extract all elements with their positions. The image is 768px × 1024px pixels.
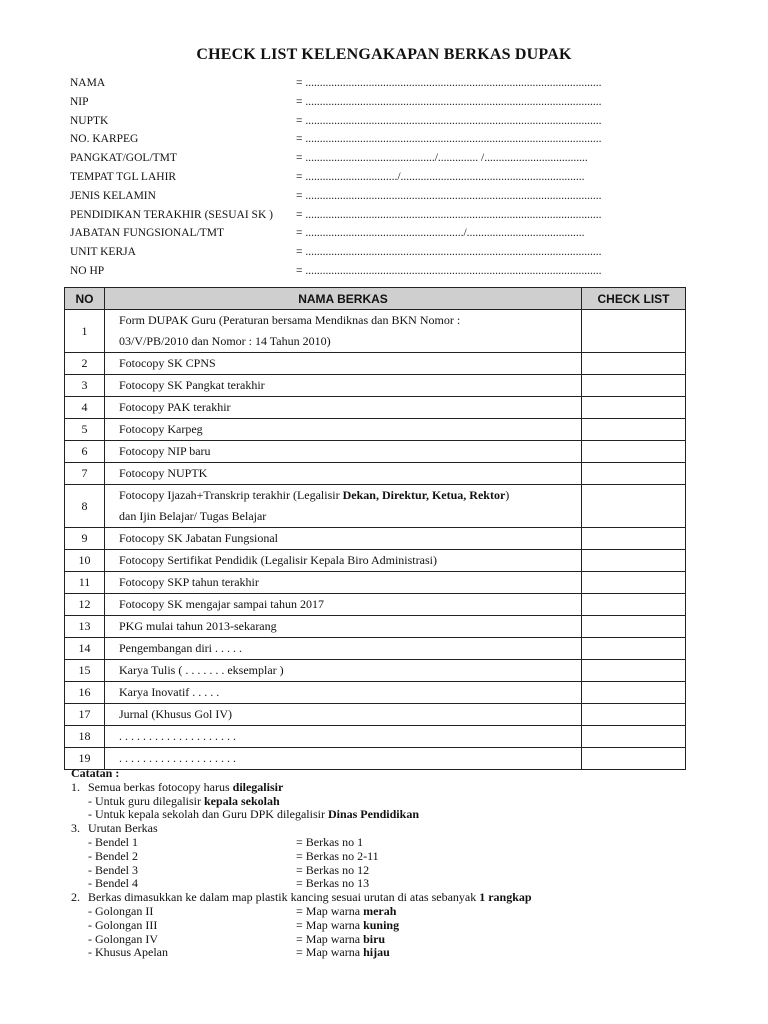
note-number: 1.: [71, 779, 80, 794]
field-value[interactable]: = .......................................................................................................: [296, 208, 602, 221]
notes-section: [71, 766, 532, 960]
table-row: [65, 726, 686, 748]
check-cell[interactable]: [582, 638, 686, 660]
page-title: CHECK LIST KELENGAKAPAN BERKAS DUPAK: [196, 46, 572, 63]
check-cell[interactable]: [582, 748, 686, 770]
check-cell[interactable]: [582, 310, 686, 353]
row-name: [105, 310, 582, 353]
golongan-label: - Golongan II: [88, 903, 154, 918]
row-name: Fotocopy NIP baru: [105, 441, 582, 463]
golongan-text: = Map warna: [296, 917, 364, 932]
field-karpeg[interactable]: [70, 133, 630, 152]
row-number: 15: [65, 660, 105, 682]
table-row: [65, 550, 686, 572]
row-number: 1: [65, 310, 105, 353]
note-bold: Dinas Pendidikan: [327, 807, 419, 822]
table-row: [65, 572, 686, 594]
golongan-item: [71, 903, 397, 918]
row-name: Fotocopy SK Pangkat terakhir: [105, 375, 582, 397]
row-number: 10: [65, 550, 105, 572]
table-row: [65, 463, 686, 485]
note-item: [71, 890, 532, 905]
check-cell[interactable]: [582, 594, 686, 616]
golongan-value: [296, 918, 399, 933]
note-text: [88, 890, 532, 905]
row-name-bold: Dekan, Direktur, Ketua, Rektor: [342, 488, 506, 502]
row-name: Pengembangan diri . . . . .: [105, 638, 582, 660]
field-label: UNIT KERJA: [70, 246, 136, 259]
golongan-label: - Golongan IV: [88, 931, 158, 946]
golongan-color: kuning: [363, 917, 400, 932]
row-number: 16: [65, 682, 105, 704]
field-no-hp[interactable]: [70, 265, 630, 284]
table-row: [65, 419, 686, 441]
check-cell[interactable]: [582, 441, 686, 463]
golongan-item: [71, 945, 390, 960]
row-name-line: Form DUPAK Guru (Peraturan bersama Mendiknas dan BKN Nomor :: [119, 313, 461, 327]
table-row: [65, 616, 686, 638]
bendel-value: = Berkas no 13: [296, 876, 370, 891]
field-value[interactable]: = .......................................................................................................: [296, 264, 602, 277]
check-cell[interactable]: [582, 682, 686, 704]
golongan-value: [296, 904, 396, 919]
table-row: [65, 353, 686, 375]
check-cell[interactable]: [582, 726, 686, 748]
golongan-color: hijau: [363, 945, 390, 960]
column-header-nama: NAMA BERKAS: [105, 288, 582, 310]
table-row: [65, 638, 686, 660]
note-plain: - Untuk kepala sekolah dan Guru DPK dilegalisir: [88, 807, 328, 822]
row-number: 18: [65, 726, 105, 748]
bendel-label: - Bendel 4: [88, 876, 138, 891]
field-unit-kerja[interactable]: [70, 246, 630, 265]
check-cell[interactable]: [582, 528, 686, 550]
row-name-text: ): [505, 488, 510, 502]
table-row: [65, 748, 686, 770]
row-name-line: dan Ijin Belajar/ Tugas Belajar: [119, 509, 267, 523]
field-value[interactable]: = .......................................................................................................: [296, 114, 602, 127]
field-value[interactable]: = .......................................................................................................: [296, 95, 602, 108]
table-row: [65, 528, 686, 550]
check-cell[interactable]: [582, 463, 686, 485]
note-bold: kepala sekolah: [203, 793, 280, 808]
golongan-text: = Map warna: [296, 903, 364, 918]
column-header-check: CHECK LIST: [582, 288, 686, 310]
bendel-item: [71, 834, 364, 849]
row-number: 2: [65, 353, 105, 375]
row-name: Fotocopy SK mengajar sampai tahun 2017: [105, 594, 582, 616]
field-pangkat[interactable]: [70, 152, 630, 171]
row-number: 8: [65, 485, 105, 528]
table-row: [65, 682, 686, 704]
row-name: Fotocopy Sertifikat Pendidik (Legalisir Kepala Biro Administrasi): [105, 550, 582, 572]
row-number: 6: [65, 441, 105, 463]
table-row: [65, 397, 686, 419]
golongan-value: [296, 945, 390, 960]
row-number: 12: [65, 594, 105, 616]
field-label: NIP: [70, 95, 89, 108]
table-header-row: [65, 288, 686, 310]
row-name-line: [119, 485, 581, 506]
field-label: NUPTK: [70, 114, 109, 127]
note-subitem: [71, 793, 280, 808]
field-nama[interactable]: [70, 77, 630, 96]
row-name: . . . . . . . . . . . . . . . . . . . .: [105, 748, 582, 770]
bendel-label: - Bendel 3: [88, 862, 138, 877]
field-nip[interactable]: [70, 96, 630, 115]
bendel-label: - Bendel 1: [88, 834, 138, 849]
field-label: JABATAN FUNGSIONAL/TMT: [70, 227, 225, 240]
row-name: Fotocopy PAK terakhir: [105, 397, 582, 419]
field-pendidikan[interactable]: [70, 209, 630, 228]
field-label: NAMA: [70, 77, 106, 89]
table-row: [65, 441, 686, 463]
field-value[interactable]: = ......................................................./.........................................: [296, 227, 585, 240]
check-cell[interactable]: [582, 660, 686, 682]
field-ttl[interactable]: [70, 171, 630, 190]
field-value[interactable]: = .......................................................................................................: [296, 189, 602, 202]
check-cell[interactable]: [582, 550, 686, 572]
check-cell[interactable]: [582, 353, 686, 375]
field-label: TEMPAT TGL LAHIR: [70, 170, 177, 183]
table-row: [65, 310, 686, 353]
bendel-value: = Berkas no 1: [296, 834, 364, 849]
field-value[interactable]: = .......................................................................................................: [296, 77, 602, 89]
note-item: [71, 779, 284, 794]
row-number: 17: [65, 704, 105, 726]
row-number: 14: [65, 638, 105, 660]
row-name: Karya Tulis ( . . . . . . . eksemplar ): [105, 660, 582, 682]
row-name: PKG mulai tahun 2013-sekarang: [105, 616, 582, 638]
bendel-value: = Berkas no 2-11: [296, 848, 379, 863]
golongan-color: biru: [363, 931, 386, 946]
note-bold: 1 rangkap: [479, 890, 532, 905]
bendel-value: = Berkas no 12: [296, 862, 370, 877]
golongan-text: = Map warna: [296, 931, 364, 946]
check-cell[interactable]: [582, 616, 686, 638]
notes-heading: [71, 766, 119, 780]
row-name-text: Fotocopy Ijazah+Transkrip terakhir (Legalisir: [119, 488, 343, 502]
check-cell[interactable]: [582, 485, 686, 528]
golongan-item: [71, 917, 400, 932]
field-label: PENDIDIKAN TERAKHIR (SESUAI SK ): [70, 208, 273, 221]
golongan-item: [71, 931, 386, 946]
field-label: PANGKAT/GOL/TMT: [70, 152, 177, 165]
note-text: [88, 794, 280, 809]
golongan-text: = Map warna: [296, 945, 364, 960]
check-cell[interactable]: [582, 572, 686, 594]
berkas-table: [64, 287, 686, 770]
note-text: Urutan Berkas: [88, 821, 158, 836]
field-nuptk[interactable]: [70, 115, 630, 134]
note-plain: - Untuk guru dilegalisir: [88, 793, 204, 808]
golongan-label: - Khusus Apelan: [88, 945, 168, 960]
table-row: [65, 485, 686, 528]
note-item: [71, 821, 158, 836]
field-label: NO HP: [70, 264, 105, 277]
check-cell[interactable]: [582, 375, 686, 397]
note-text: [88, 780, 283, 795]
field-value[interactable]: = .......................................................................................................: [296, 133, 602, 146]
note-plain: Berkas dimasukkan ke dalam map plastik kancing sesuai urutan di atas sebanyak: [88, 890, 480, 905]
row-number: 13: [65, 616, 105, 638]
row-name: Karya Inovatif . . . . .: [105, 682, 582, 704]
golongan-label: - Golongan III: [88, 917, 158, 932]
check-cell[interactable]: [582, 419, 686, 441]
check-cell[interactable]: [582, 397, 686, 419]
note-plain: Semua berkas fotocopy harus: [88, 779, 233, 794]
table-row: [65, 594, 686, 616]
field-value[interactable]: = ............................................./.............. /....................................: [296, 152, 588, 165]
bendel-label: - Bendel 2: [88, 848, 138, 863]
row-name: Fotocopy NUPTK: [105, 463, 582, 485]
table-row: [65, 660, 686, 682]
field-label: NO. KARPEG: [70, 133, 139, 146]
row-name: Jurnal (Khusus Gol IV): [105, 704, 582, 726]
check-cell[interactable]: [582, 704, 686, 726]
row-name: Fotocopy Karpeg: [105, 419, 582, 441]
row-name: Fotocopy SKP tahun terakhir: [105, 572, 582, 594]
field-jenis-kelamin[interactable]: [70, 190, 630, 209]
row-number: 5: [65, 419, 105, 441]
field-jabatan[interactable]: [70, 227, 630, 246]
table-row: [65, 375, 686, 397]
field-label: JENIS KELAMIN: [70, 189, 156, 202]
row-number: 19: [65, 748, 105, 770]
row-name: . . . . . . . . . . . . . . . . . . . .: [105, 726, 582, 748]
row-number: 3: [65, 375, 105, 397]
identity-fields: [70, 77, 630, 284]
row-number: 9: [65, 528, 105, 550]
field-value[interactable]: = .......................................................................................................: [296, 246, 602, 259]
notes-heading-text: Catatan :: [71, 766, 120, 780]
row-name: [105, 485, 582, 528]
row-name: Fotocopy SK Jabatan Fungsional: [105, 528, 582, 550]
golongan-value: [296, 932, 385, 947]
row-number: 11: [65, 572, 105, 594]
bendel-item: [71, 876, 370, 891]
golongan-color: merah: [363, 903, 397, 918]
bendel-item: [71, 848, 379, 863]
row-name: Fotocopy SK CPNS: [105, 353, 582, 375]
column-header-no: NO: [65, 288, 105, 310]
note-number: 2.: [71, 890, 80, 905]
row-name-line: 03/V/PB/2010 dan Nomor : 14 Tahun 2010): [119, 334, 331, 348]
bendel-item: [71, 862, 370, 877]
row-number: 4: [65, 397, 105, 419]
note-subitem: [71, 807, 419, 822]
row-number: 7: [65, 463, 105, 485]
note-text: [88, 807, 419, 822]
field-value[interactable]: = ................................/................................................................: [296, 170, 585, 183]
table-row: [65, 704, 686, 726]
note-number: 3.: [71, 821, 80, 836]
note-bold: dilegalisir: [232, 779, 284, 794]
